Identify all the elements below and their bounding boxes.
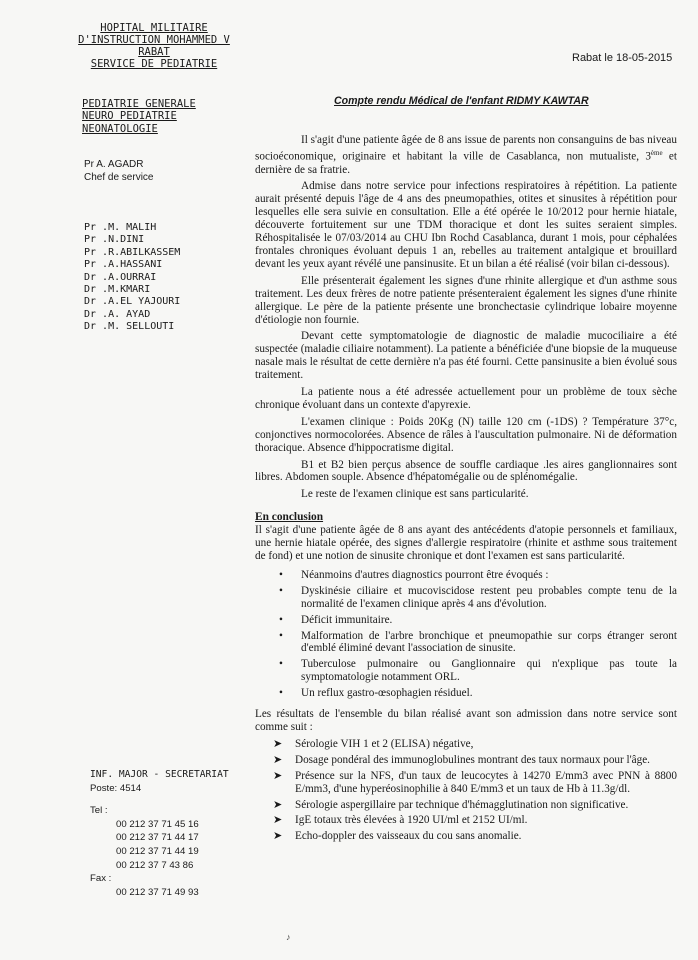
report-date: Rabat le 18-05-2015: [572, 52, 673, 64]
bullet-icon: •: [279, 687, 283, 700]
chief-role: Chef de service: [84, 172, 154, 183]
tel-number: 00 212 37 71 45 16: [116, 818, 199, 830]
bullet-icon: •: [279, 629, 283, 642]
list-item: • Un reflux gastro-œsophagien résiduel.: [279, 687, 473, 700]
conclusion-text: Il s'agit d'une patiente âgée de 8 ans ayant des antécédents d'atopie personnels et familiaux, une hernie hiatale opérée, des signes d'allergie respiratoire (rhinite et asthme sous traitement de fond) et une notion de sinusite chronique et dont l'examen est sans particularité.: [255, 524, 677, 563]
paragraph-suspicion: Devant cette symptomatologie de diagnostic de maladie mucociliaire a été suspectée (maladie ciliaire notamment). La patiente a bénéficiée d'une biopsie de la muqueuse nasale mais le résultat de cette dernière n'a pas été fourni. Cette pansinusite a bien évolué sous traitement.: [255, 330, 677, 382]
staff-member: Dr .A.EL YAJOURI: [84, 296, 181, 308]
arrow-bullet-icon: ➤: [273, 737, 283, 750]
institution-header: [44, 22, 264, 70]
staff-member: Dr .M. SELLOUTI: [84, 321, 175, 333]
list-item: • Néanmoins d'autres diagnostics pourront être évoqués :: [279, 568, 549, 581]
arrow-bullet-icon: ➤: [273, 814, 283, 827]
institution-line: HOPITAL MILITAIRE: [100, 22, 208, 34]
fax-number: 00 212 37 71 49 93: [116, 886, 199, 898]
paragraph-exam: L'examen clinique : Poids 20Kg (N) taille 120 cm (-1DS) ? Température 37°c, conjonctives normocolorées. Absence de râles à l'auscultation pulmonaire. Ni de déformation thoracique. Absence d'hippocratisme digital.: [255, 415, 677, 454]
staff-member: Pr .R.ABILKASSEM: [84, 246, 181, 258]
staff-member: Dr .M.KMARI: [84, 284, 151, 296]
tel-label: Tel :: [90, 805, 108, 817]
list-item: ➤ Sérologie aspergillaire par technique d'hémagglutination non significative.: [273, 798, 629, 811]
poste-number: Poste: 4514: [90, 782, 142, 794]
results-list: [255, 738, 677, 843]
chief-name: Pr A. AGADR: [84, 159, 144, 170]
department-item: PEDIATRIE GENERALE: [82, 98, 196, 110]
secretariat-label: INF. MAJOR - SECRETARIAT: [90, 769, 229, 780]
chief-of-service: [84, 158, 153, 184]
list-item: • Malformation de l'arbre bronchique et pneumopathie sur corps étranger seront d'emblé éliminé devant l'association de sinusite.: [279, 629, 677, 655]
arrow-bullet-icon: ➤: [273, 798, 283, 811]
conclusion-heading: En conclusion: [255, 511, 324, 524]
paragraph-admission: Admise dans notre service pour infections respiratoires à répétition. La patiente aurait présenté depuis l'âge de 4 ans des pneumopathies, otites et sinusites à répétition pour lesquelles elle sera suivie en consultation. Elle a été opérée le 10/2012 pour hernie hiatale, découverte fortuitement sur une TDM thoracique et dont les suites seraient simples. Réhospitalisée le 07/03/2014 au CHU Ibn Rochd Casablanca, durant 1 mois, pour céphalées frontales chroniques évoluant depuis 1 an, rebelles au traitement antalgique et brouillard devant les yeux ayant révélé une pansinusite. Et un bilan a été réalisé (voir bilan ci-dessous).: [255, 180, 677, 270]
arrow-bullet-icon: ➤: [273, 753, 283, 766]
report-body: [255, 134, 677, 851]
diagnostics-list: [255, 569, 677, 700]
bullet-icon: •: [279, 658, 283, 671]
bullet-icon: •: [279, 568, 283, 581]
paragraph-cardio: B1 et B2 bien perçus absence de souffle cardiaque .les aires ganglionnaires sont libres. Abdomen souple. Absence d'hépatomégalie ou de splénomégalie.: [255, 458, 677, 484]
list-item: ➤ Dosage pondéral des immunoglobulines montrant des taux normaux pour l'âge.: [273, 753, 650, 766]
report-title: Compte rendu Médical de l'enfant RIDMY KAWTAR: [334, 95, 589, 107]
staff-member: Pr .M. MALIH: [84, 222, 157, 233]
staff-member: Pr .N.DINI: [84, 234, 145, 246]
list-item: ➤ Echo-doppler des vaisseaux du cou sans anomalie.: [273, 830, 522, 843]
staff-member: Dr .A. AYAD: [84, 308, 151, 320]
institution-line: SERVICE DE PEDIATRIE: [90, 58, 218, 70]
staff-member: Pr .A.HASSANI: [84, 259, 163, 271]
contact-block: [90, 768, 229, 899]
paragraph-rest: Le reste de l'examen clinique est sans particularité.: [301, 488, 529, 501]
institution-line: RABAT: [138, 46, 170, 58]
arrow-bullet-icon: ➤: [273, 769, 283, 782]
list-item: ➤ Sérologie VIH 1 et 2 (ELISA) négative,: [273, 737, 474, 750]
paragraph-allergy: Elle présenterait également les signes d'une rhinite allergique et d'un asthme sous traitement. Les deux frères de notre patiente présenteraient également les signes d'une rhinite allergique. Le père de la patiente présente une bronchectasie cylindrique lobaire moyenne d'étiologie non fournie.: [255, 274, 677, 326]
tel-number: 00 212 37 71 44 17: [116, 832, 199, 844]
tel-number: 00 212 37 7 43 86: [116, 859, 194, 871]
list-item: ➤ Présence sur la NFS, d'un taux de leucocytes à 14270 E/mm3 avec PNN à 8800 E/mm3, d'une hyperéosinophilie à 840 E/mm3 et un taux de Hb à 11.3g/dl.: [273, 769, 677, 795]
list-item: ➤ IgE totaux très élevées à 1920 UI/ml et 2152 UI/ml.: [273, 814, 528, 827]
fax-label: Fax :: [90, 873, 112, 885]
list-item: • Dyskinésie ciliaire et mucoviscidose restent peu probables compte tenu de la normalité de l'examen clinique après 4 ans d'évolution.: [279, 584, 677, 610]
institution-line: D'INSTRUCTION MOHAMMED V: [78, 34, 230, 46]
staff-member: Dr .A.OURRAI: [84, 271, 157, 283]
list-item: • Déficit immunitaire.: [279, 613, 393, 626]
arrow-bullet-icon: ➤: [273, 830, 283, 843]
staff-list: [84, 222, 180, 334]
footer-mark: ♪: [286, 932, 291, 942]
department-item: NEURO PEDIATRIE: [82, 110, 177, 123]
tel-number: 00 212 37 71 44 19: [116, 845, 199, 857]
department-list: [82, 98, 196, 135]
department-item: NEONATOLOGIE: [82, 122, 158, 135]
bullet-icon: •: [279, 613, 283, 626]
list-item: • Tuberculose pulmonaire ou Ganglionnaire qui n'explique pas toute la symptomatologie notamment ORL.: [279, 658, 677, 684]
paragraph-reason: La patiente nous a été adressée actuellement pour un problème de toux sèche chronique évoluant dans un contexte d'apyrexie.: [255, 386, 677, 411]
bullet-icon: •: [279, 584, 283, 597]
results-intro: Les résultats de l'ensemble du bilan réalisé avant son admission dans notre service sont comme suit :: [255, 708, 677, 733]
paragraph-history: Il s'agit d'une patiente âgée de 8 ans issue de parents non consanguins de bas niveau socioéconomique, originaire et habitant la ville de Casablanca, non mutualiste, 3ème et dernière de sa fratrie.: [255, 134, 677, 176]
